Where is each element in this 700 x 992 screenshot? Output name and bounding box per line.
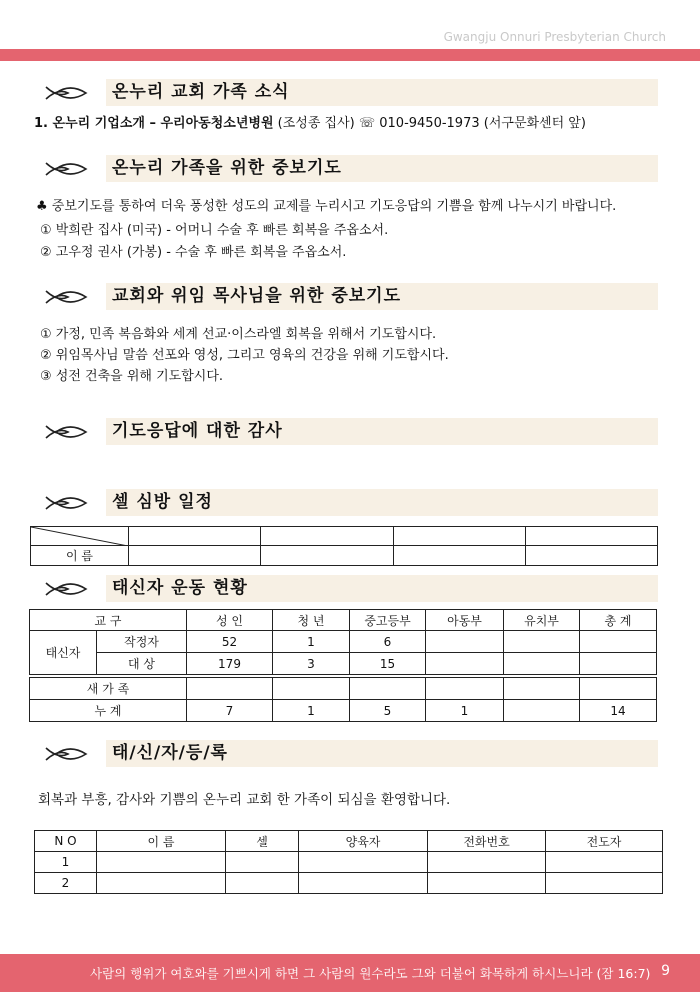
table-cell xyxy=(187,678,273,700)
church-prayer-item: ③ 성전 건축을 위해 기도합시다. xyxy=(40,369,224,384)
row-label: 대 상 xyxy=(97,653,187,675)
row-label: 새 가 족 xyxy=(30,678,187,700)
column-header: 전도자 xyxy=(546,831,663,852)
table-cell: 1 xyxy=(273,631,350,653)
table-cell: 179 xyxy=(187,653,273,675)
fish-icon xyxy=(44,423,88,441)
cell-visit-name-label: 이 름 xyxy=(31,546,129,566)
table-cell xyxy=(504,631,580,653)
news-item xyxy=(34,112,586,131)
table-cell xyxy=(428,873,546,894)
table-row xyxy=(35,873,663,894)
news-item-company: 1. 온누리 기업소개 – 우리아동청소년병원 xyxy=(34,116,274,131)
family-prayer-item: ① 박희란 집사 (미국) - 어머니 수술 후 빠른 회복을 주옵소서. xyxy=(40,223,389,238)
table-row xyxy=(30,678,657,700)
table-cell xyxy=(525,546,657,566)
column-header: N O xyxy=(35,831,97,852)
fish-icon xyxy=(44,494,88,512)
row-label: 작정자 xyxy=(97,631,187,653)
table-cell xyxy=(350,678,426,700)
church-name: Gwangju Onnuri Presbyterian Church xyxy=(443,30,666,44)
column-header: 셀 xyxy=(226,831,299,852)
table-cell xyxy=(504,678,580,700)
family-prayer-intro-text: 중보기도를 통하여 더욱 풍성한 성도의 교제를 누리시고 기도응답의 기쁨을 함께 나누시기 바랍니다. xyxy=(47,199,617,214)
table-cell xyxy=(426,653,504,675)
footer-bar xyxy=(0,954,700,992)
fish-icon xyxy=(44,160,88,178)
table-row xyxy=(30,631,657,653)
table-cell: 1 xyxy=(273,700,350,722)
table-cell: 3 xyxy=(273,653,350,675)
table-cell xyxy=(273,678,350,700)
table-cell xyxy=(129,527,261,546)
fish-icon xyxy=(44,84,88,102)
table-cell xyxy=(546,873,663,894)
fish-icon xyxy=(44,288,88,306)
table-cell xyxy=(226,852,299,873)
church-prayer-item: ② 위임목사님 말씀 선포와 영성, 그리고 영육의 건강을 위해 기도합시다. xyxy=(40,348,449,363)
row-number: 2 xyxy=(35,873,97,894)
table-row xyxy=(31,546,658,566)
table-cell xyxy=(580,653,657,675)
table-cell: 5 xyxy=(350,700,426,722)
registration-title: 태/신/자/등/록 xyxy=(106,740,658,767)
table-cell: 14 xyxy=(580,700,657,722)
evangelism-table xyxy=(29,609,657,722)
news-title: 온누리 교회 가족 소식 xyxy=(106,79,658,106)
table-cell xyxy=(580,631,657,653)
table-cell xyxy=(261,546,393,566)
table-cell xyxy=(393,546,525,566)
cell-visit-table xyxy=(30,526,658,566)
table-cell: 1 xyxy=(426,700,504,722)
page-number: 9 xyxy=(661,963,670,979)
table-cell: 52 xyxy=(187,631,273,653)
column-header: 총 계 xyxy=(580,610,657,631)
column-header: 전화번호 xyxy=(428,831,546,852)
church-prayer-title: 교회와 위임 목사님을 위한 중보기도 xyxy=(106,283,658,310)
table-header-row xyxy=(30,610,657,631)
club-icon: ♣ xyxy=(36,199,48,214)
table-cell xyxy=(580,678,657,700)
column-header: 아동부 xyxy=(426,610,504,631)
column-header: 양육자 xyxy=(299,831,428,852)
column-header: 청 년 xyxy=(273,610,350,631)
column-header: 유치부 xyxy=(504,610,580,631)
table-cell xyxy=(299,852,428,873)
column-header: 중고등부 xyxy=(350,610,426,631)
fish-icon xyxy=(44,745,88,763)
registration-welcome: 회복과 부흥, 감사와 기쁨의 온누리 교회 한 가족이 되심을 환영합니다. xyxy=(38,792,451,808)
table-row xyxy=(30,653,657,675)
family-prayer-intro xyxy=(36,195,616,214)
top-accent-bar xyxy=(0,49,700,61)
table-cell xyxy=(129,546,261,566)
fish-icon xyxy=(44,580,88,598)
family-prayer-item: ② 고우정 권사 (가봉) - 수술 후 빠른 회복을 주옵소서. xyxy=(40,245,347,260)
news-item-phone: 010-9450-1973 (서구문화센터 앞) xyxy=(375,116,586,131)
table-cell: 7 xyxy=(187,700,273,722)
column-header: 교 구 xyxy=(30,610,187,631)
table-cell xyxy=(393,527,525,546)
column-header: 이 름 xyxy=(97,831,226,852)
cell-visit-title: 셀 심방 일정 xyxy=(106,489,658,516)
table-cell: 15 xyxy=(350,653,426,675)
table-row xyxy=(35,852,663,873)
phone-icon: ☏ xyxy=(358,116,376,131)
table-cell xyxy=(525,527,657,546)
table-cell xyxy=(426,678,504,700)
column-header: 성 인 xyxy=(187,610,273,631)
table-row xyxy=(30,700,657,722)
table-header-row xyxy=(35,831,663,852)
table-cell xyxy=(97,873,226,894)
evangelism-title: 태신자 운동 현황 xyxy=(106,575,658,602)
thanks-title: 기도응답에 대한 감사 xyxy=(106,418,658,445)
table-cell: 6 xyxy=(350,631,426,653)
news-item-person: (조성종 집사) xyxy=(273,116,359,131)
table-row xyxy=(31,527,658,546)
group-label: 태신자 xyxy=(30,631,97,675)
church-prayer-item: ① 가정, 민족 복음화와 세계 선교·이스라엘 회복을 위해서 기도합시다. xyxy=(40,327,437,342)
diagonal-line xyxy=(31,527,128,546)
registration-table xyxy=(34,830,663,894)
table-cell xyxy=(546,852,663,873)
row-number: 1 xyxy=(35,852,97,873)
table-cell xyxy=(261,527,393,546)
diagonal-header-cell xyxy=(31,527,129,546)
table-cell xyxy=(226,873,299,894)
table-cell xyxy=(428,852,546,873)
footer-verse: 사람의 행위가 여호와를 기쁘시게 하면 그 사람의 원수라도 그와 더불어 화목하게 하시느니라 (잠 16:7) xyxy=(90,966,651,981)
table-cell xyxy=(97,852,226,873)
row-label: 누 계 xyxy=(30,700,187,722)
family-prayer-title: 온누리 가족을 위한 중보기도 xyxy=(106,155,658,182)
table-cell xyxy=(426,631,504,653)
table-cell xyxy=(299,873,428,894)
table-cell xyxy=(504,653,580,675)
table-cell xyxy=(504,700,580,722)
